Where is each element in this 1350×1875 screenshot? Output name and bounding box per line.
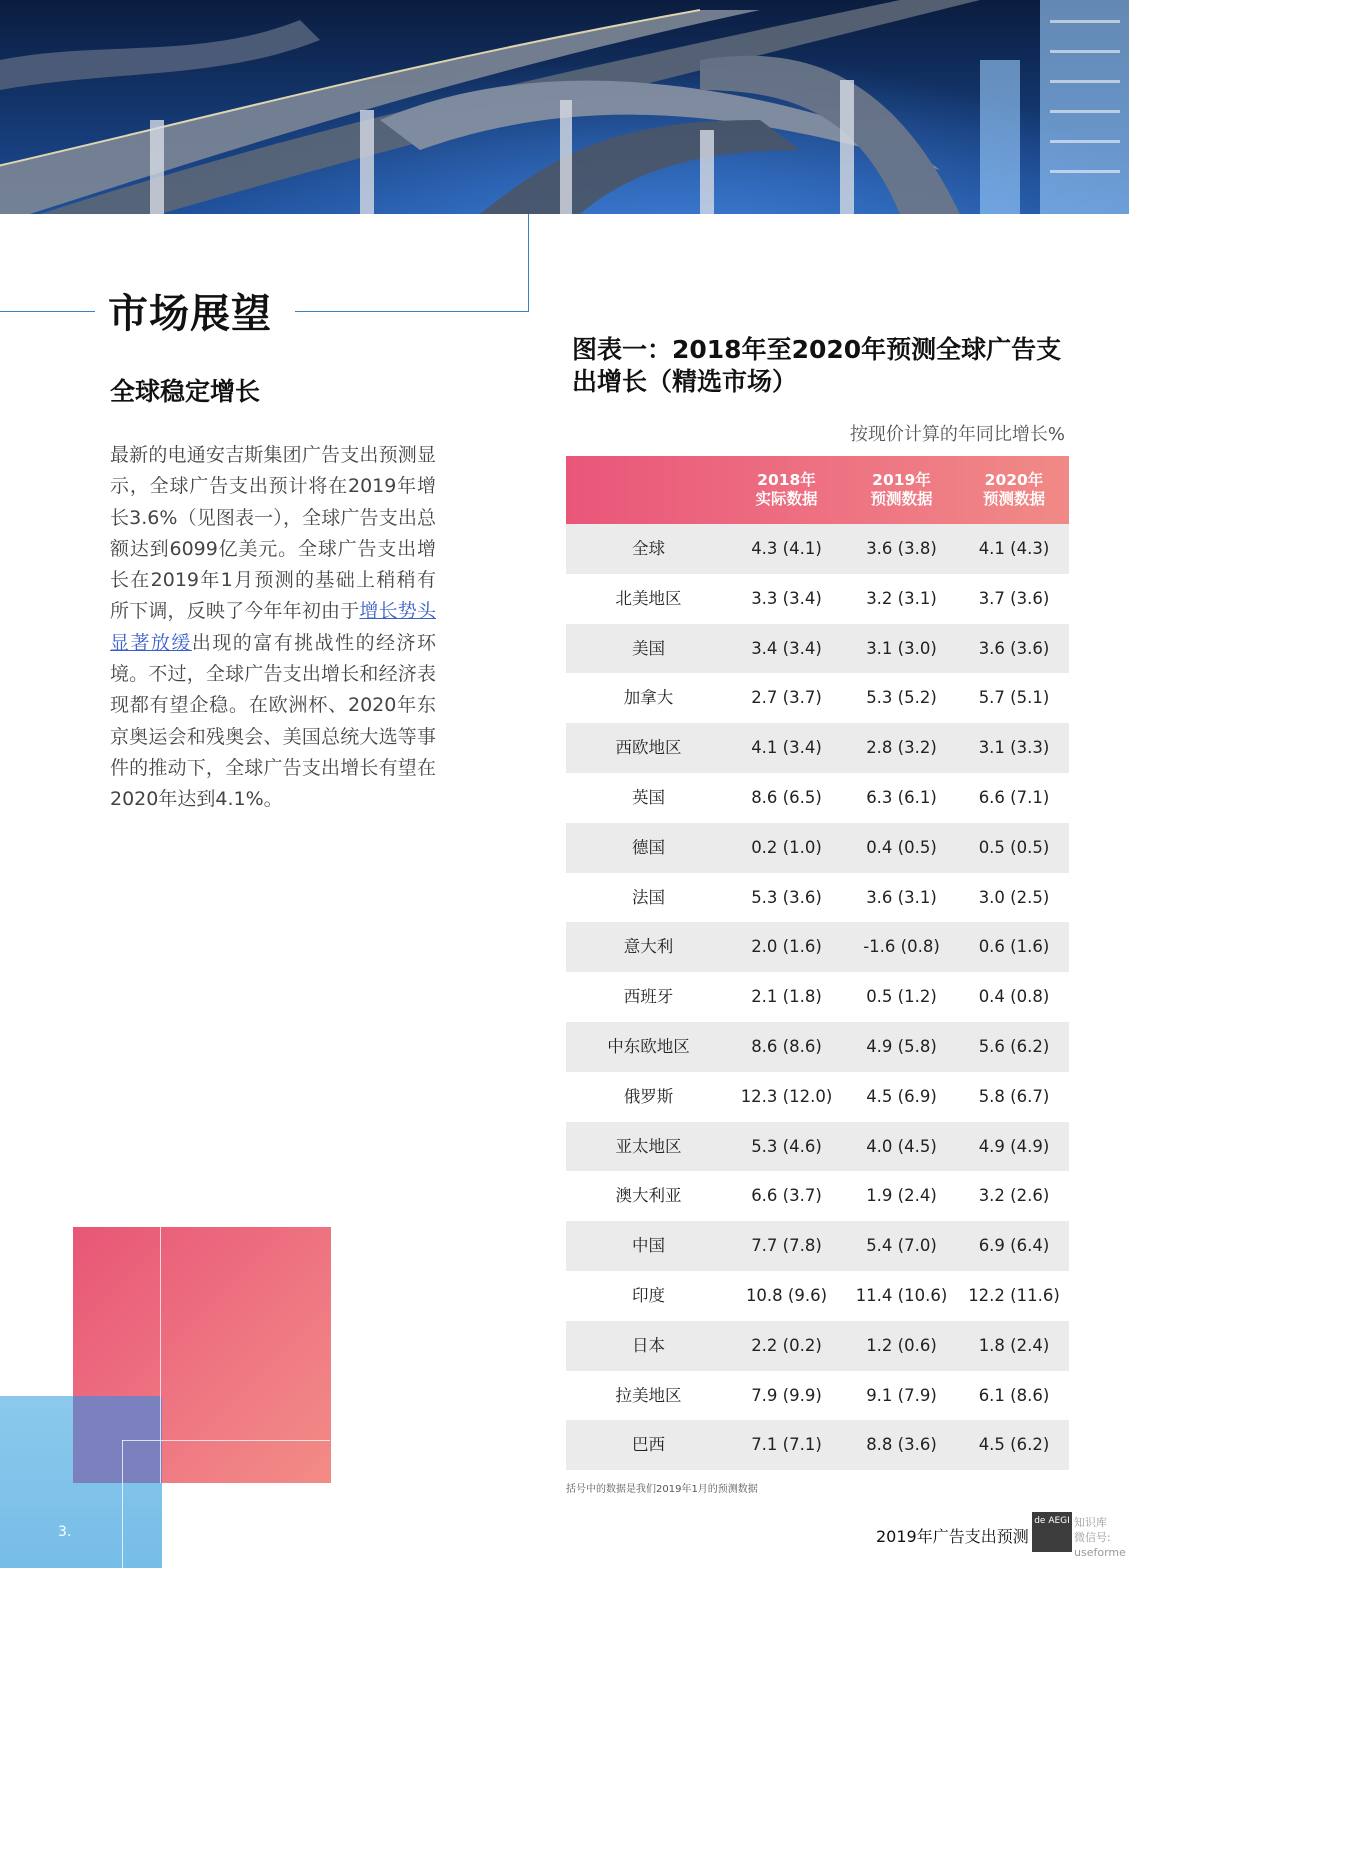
decorative-horizontal-line <box>0 311 95 312</box>
market-name-cell: 意大利 <box>623 937 674 957</box>
decorative-vertical-line <box>528 214 529 312</box>
table-row <box>566 823 1069 873</box>
growth-value-cell: 8.8 (3.6) <box>866 1435 937 1455</box>
table-row <box>566 1072 1069 1122</box>
growth-value-cell: 3.1 (3.0) <box>866 638 937 658</box>
growth-value-cell: 8.6 (8.6) <box>751 1036 822 1056</box>
growth-value-cell: 3.1 (3.3) <box>978 738 1050 758</box>
decorative-line <box>122 1440 123 1568</box>
market-name-cell: 英国 <box>632 787 665 807</box>
market-name-cell: 加拿大 <box>623 688 674 708</box>
market-name-cell: 德国 <box>632 837 665 857</box>
growth-value-cell: 5.8 (6.7) <box>978 1086 1050 1106</box>
growth-value-cell: 4.5 (6.2) <box>978 1435 1050 1455</box>
growth-value-cell: 3.3 (3.4) <box>751 588 822 608</box>
table-row <box>566 574 1069 624</box>
footer-report-title: 2019年广告支出预测 <box>876 1527 1029 1546</box>
growth-value-cell: 3.2 (3.1) <box>866 588 937 608</box>
growth-value-cell: -1.6 (0.8) <box>863 937 940 957</box>
watermark-line: 知识库 <box>1074 1516 1107 1529</box>
ad-spend-table <box>566 456 1069 1470</box>
growth-value-cell: 5.6 (6.2) <box>978 1036 1050 1056</box>
body-paragraph <box>110 440 436 816</box>
growth-value-cell: 4.9 (5.8) <box>866 1036 937 1056</box>
growth-value-cell: 2.8 (3.2) <box>866 738 937 758</box>
growth-value-cell: 2.2 (0.2) <box>751 1335 822 1355</box>
column-header-year: 2019年 <box>872 471 931 489</box>
growth-value-cell: 2.0 (1.6) <box>751 937 822 957</box>
market-name-cell: 印度 <box>632 1285 665 1305</box>
decorative-horizontal-line <box>295 311 529 312</box>
growth-value-cell: 9.1 (7.9) <box>866 1385 937 1405</box>
growth-value-cell: 6.6 (7.1) <box>978 787 1050 807</box>
growth-value-cell: 4.5 (6.9) <box>866 1086 937 1106</box>
growth-value-cell: 4.1 (4.3) <box>978 539 1050 558</box>
table-row <box>566 1022 1069 1072</box>
table-row <box>566 624 1069 674</box>
table-header <box>566 456 1069 524</box>
column-header-year: 2018年 <box>757 471 816 489</box>
table-row <box>566 1171 1069 1221</box>
hero-image <box>0 0 1129 214</box>
highway-illustration <box>0 0 1129 214</box>
growth-value-cell: 3.6 (3.1) <box>866 887 937 907</box>
growth-value-cell: 6.6 (3.7) <box>751 1186 822 1206</box>
column-header-label: 预测数据 <box>982 490 1045 508</box>
table-row <box>566 524 1069 574</box>
table-row <box>566 1420 1069 1470</box>
growth-value-cell: 4.9 (4.9) <box>978 1136 1050 1156</box>
growth-value-cell: 11.4 (10.6) <box>855 1285 948 1305</box>
growth-value-cell: 4.3 (4.1) <box>751 539 822 558</box>
growth-value-cell: 12.2 (11.6) <box>968 1285 1060 1305</box>
watermark-line: 微信号: useforme <box>1074 1531 1126 1559</box>
section-subtitle: 全球稳定增长 <box>110 377 261 406</box>
growth-value-cell: 0.4 (0.8) <box>978 987 1050 1007</box>
growth-value-cell: 6.9 (6.4) <box>978 1236 1050 1256</box>
watermark <box>1074 1515 1134 1560</box>
growth-value-cell: 0.6 (1.6) <box>978 937 1050 957</box>
column-header-year: 2020年 <box>984 471 1044 489</box>
market-name-cell: 俄罗斯 <box>623 1086 674 1106</box>
table-row <box>566 773 1069 823</box>
column-header-label: 实际数据 <box>755 490 818 508</box>
growth-value-cell: 5.4 (7.0) <box>866 1236 937 1256</box>
company-logo <box>1032 1512 1072 1552</box>
market-name-cell: 全球 <box>632 539 665 558</box>
growth-value-cell: 6.3 (6.1) <box>866 787 937 807</box>
growth-value-cell: 3.0 (2.5) <box>978 887 1050 907</box>
body-text-part: 最新的电通安吉斯集团广告支出预测显示，全球广告支出预计将在2019年增长3.6%（见图表一），全球广告支出总额达到6099亿美元。全球广告支出增长在2019年1月预测的基础上稍稍有所下调，反映了今年年初由于 <box>110 444 436 623</box>
growth-value-cell: 5.3 (3.6) <box>751 887 822 907</box>
growth-value-cell: 12.3 (12.0) <box>740 1086 833 1106</box>
table-row <box>566 972 1069 1022</box>
growth-value-cell: 4.0 (4.5) <box>866 1136 937 1156</box>
growth-value-cell: 0.5 (1.2) <box>866 987 937 1007</box>
table-row <box>566 723 1069 773</box>
body-text-part: 出现的富有挑战性的经济环境。不过，全球广告支出增长和经济表现都有望企稳。在欧洲杯、2020年东京奥运会和残奥会、美国总统大选等事件的推动下，全球广告支出增长有望在2020年达到4.1%。 <box>110 631 436 811</box>
growth-value-cell: 10.8 (9.6) <box>745 1285 828 1305</box>
growth-value-cell: 7.1 (7.1) <box>751 1435 822 1455</box>
market-name-cell: 亚太地区 <box>615 1136 682 1156</box>
table-row <box>566 1221 1069 1271</box>
column-header-2019 <box>844 471 959 509</box>
table-row <box>566 922 1069 972</box>
market-name-cell: 巴西 <box>632 1435 665 1455</box>
column-header-label: 预测数据 <box>870 490 933 508</box>
market-name-cell: 西班牙 <box>623 987 674 1007</box>
table-row <box>566 873 1069 923</box>
logo-text: de AEGI <box>1034 1516 1070 1526</box>
growth-value-cell: 0.2 (1.0) <box>751 837 822 857</box>
growth-value-cell: 3.4 (3.4) <box>751 638 822 658</box>
chart-title: 图表一：2018年至2020年预测全球广告支出增长（精选市场） <box>572 335 1062 396</box>
column-header-2020 <box>959 471 1069 509</box>
growth-value-cell: 7.7 (7.8) <box>751 1236 822 1256</box>
chart-unit-label: 按现价计算的年同比增长% <box>849 424 1065 445</box>
column-header-2018 <box>729 471 844 509</box>
growth-value-cell: 1.9 (2.4) <box>866 1186 937 1206</box>
market-name-cell: 澳大利亚 <box>615 1186 682 1206</box>
table-row <box>566 673 1069 723</box>
market-name-cell: 中东欧地区 <box>607 1036 690 1056</box>
market-name-cell: 法国 <box>632 887 665 907</box>
decorative-line <box>122 1440 330 1441</box>
growth-value-cell: 5.3 (5.2) <box>866 688 937 708</box>
growth-value-cell: 0.4 (0.5) <box>866 837 937 857</box>
table-row <box>566 1271 1069 1321</box>
growth-value-cell: 8.6 (6.5) <box>751 787 822 807</box>
growth-value-cell: 5.3 (4.6) <box>751 1136 822 1156</box>
growth-value-cell: 6.1 (8.6) <box>978 1385 1050 1405</box>
market-name-cell: 拉美地区 <box>615 1385 682 1405</box>
table-row <box>566 1371 1069 1421</box>
table-row <box>566 1122 1069 1172</box>
growth-slowdown-link[interactable]: 增长势头显著放缓 <box>110 600 436 654</box>
market-name-cell: 西欧地区 <box>615 738 682 758</box>
growth-value-cell: 4.1 (3.4) <box>751 738 822 758</box>
decorative-line <box>160 1227 161 1483</box>
growth-value-cell: 5.7 (5.1) <box>978 688 1050 708</box>
growth-value-cell: 2.1 (1.8) <box>751 987 822 1007</box>
growth-value-cell: 7.9 (9.9) <box>751 1385 822 1405</box>
table-row <box>566 1321 1069 1371</box>
growth-value-cell: 3.2 (2.6) <box>978 1186 1050 1206</box>
market-name-cell: 北美地区 <box>615 588 682 608</box>
market-name-cell: 日本 <box>632 1335 665 1355</box>
table-footnote: 括号中的数据是我们2019年1月的预测数据 <box>566 1484 758 1495</box>
section-title: 市场展望 <box>108 291 272 337</box>
growth-value-cell: 1.8 (2.4) <box>978 1335 1050 1355</box>
page-number: 3. <box>58 1524 72 1540</box>
market-name-cell: 中国 <box>632 1236 665 1256</box>
growth-value-cell: 3.6 (3.8) <box>866 539 937 558</box>
growth-value-cell: 3.7 (3.6) <box>978 588 1050 608</box>
growth-value-cell: 3.6 (3.6) <box>978 638 1050 658</box>
market-name-cell: 美国 <box>632 638 665 658</box>
growth-value-cell: 0.5 (0.5) <box>978 837 1050 857</box>
growth-value-cell: 2.7 (3.7) <box>751 688 822 708</box>
table-body <box>566 524 1069 1470</box>
growth-value-cell: 1.2 (0.6) <box>866 1335 937 1355</box>
